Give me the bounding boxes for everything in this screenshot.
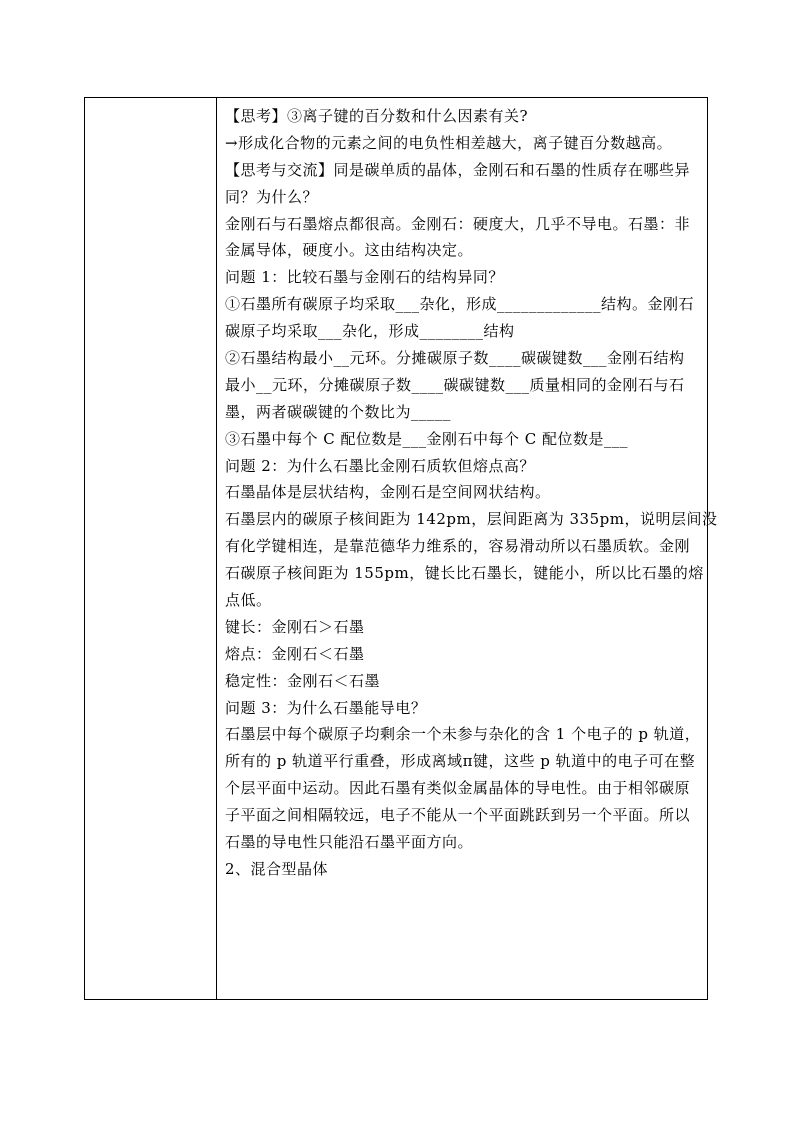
text-line: 最小__元环，分摊碳原子数____碳碳键数___质量相同的金刚石与石 [225, 375, 685, 394]
text-line: 2、混合型晶体 [225, 859, 329, 878]
text-line: 有化学键相连，是靠范德华力维系的，容易滑动所以石墨质软。金刚 [225, 537, 691, 556]
content-table [84, 97, 718, 1000]
text-line: 石墨层中每个碳原子均剩余一个未参与杂化的含 1 个电子的 p 轨道， [225, 725, 701, 744]
text-line: 个层平面中运动。因此石墨有类似金属晶体的导电性。由于相邻碳原 [225, 779, 691, 798]
left-column [85, 98, 217, 999]
text-line: 石碳原子核间距为 155pm，键长比石墨长，键能小，所以比石墨的熔 [225, 564, 704, 583]
text-line: 【思考与交流】同是碳单质的晶体，金刚石和石墨的性质存在哪些异 [225, 160, 691, 179]
text-line: 熔点：金刚石＜石墨 [225, 644, 365, 663]
text-line: 同？为什么？ [225, 187, 319, 206]
text-line: 所有的 p 轨道平行重叠，形成离域π键，这些 p 轨道中的电子可在整 [225, 752, 696, 771]
text-line: 【思考】③离子键的百分数和什么因素有关? [225, 107, 529, 125]
text-line: →形成化合物的元素之间的电负性相差越大，离子键百分数越高。 [225, 133, 673, 152]
text-line: 碳原子均采取___杂化，形成________结构 [225, 322, 515, 341]
text-line: ①石墨所有碳原子均采取___杂化，形成_____________结构。金刚石 [225, 295, 695, 314]
text-line: 金属导体，硬度小。这由结构决定。 [225, 241, 474, 260]
text-line: ②石墨结构最小__元环。分摊碳原子数____碳碳键数___金刚石结构 [225, 349, 685, 368]
right-column [225, 103, 718, 883]
text-line: 点低。 [225, 591, 272, 610]
text-line: 石墨层内的碳原子核间距为 142pm，层间距离为 335pm，说明层间没 [225, 510, 718, 529]
text-line: 金刚石与石墨熔点都很高。金刚石：硬度大，几乎不导电。石墨：非 [225, 214, 691, 233]
text-line: 石墨的导电性只能沿石墨平面方向。 [225, 833, 474, 852]
text-line: 子平面之间相隔较远，电子不能从一个平面跳跃到另一个平面。所以 [225, 806, 691, 825]
text-line: 墨，两者碳碳键的个数比为_____ [225, 402, 452, 421]
text-line: 问题 2：为什么石墨比金刚石质软但熔点高？ [225, 456, 535, 475]
text-line: 键长：金刚石＞石墨 [225, 617, 365, 636]
text-line: 石墨晶体是层状结构，金刚石是空间网状结构。 [225, 483, 551, 502]
text-line: 问题 1：比较石墨与金刚石的结构异同？ [225, 268, 504, 287]
text-line: ③石墨中每个 C 配位数是___金刚石中每个 C 配位数是___ [225, 429, 629, 448]
text-line: 稳定性：金刚石＜石墨 [225, 671, 381, 690]
text-line: 问题 3：为什么石墨能导电？ [225, 698, 427, 717]
